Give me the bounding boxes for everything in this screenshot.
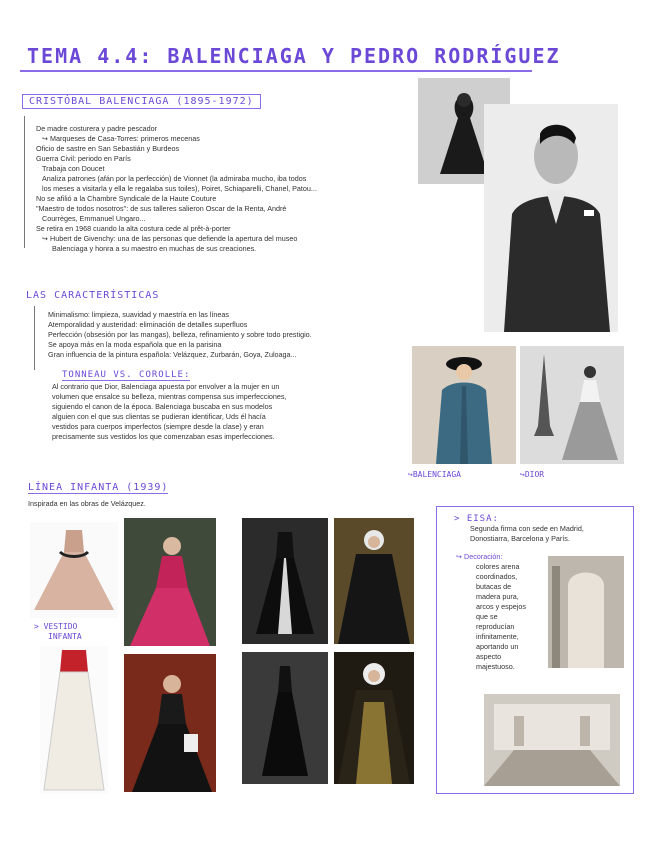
balenciaga-heading: CRISTÓBAL BALENCIAGA (1895-1972): [22, 94, 261, 109]
list-item: Atemporalidad y austeridad: eliminación de detalles superfluos: [48, 320, 248, 329]
list-item: Analiza patrones (afán por la perfección) de Vionnet (la admiraba mucho, iba todos: [42, 174, 307, 183]
bullet-tree-line: [34, 306, 35, 370]
text-line: Al contrario que Dior, Balenciaga apuesta por envolver a la mujer en un: [52, 382, 280, 391]
list-item: "Maestro de todos nosotros": de sus talleres salieron Oscar de la Renta, André: [36, 204, 287, 213]
text-line: reproducían: [476, 622, 515, 631]
white-red-dress-photo: [40, 646, 108, 794]
list-item: Minimalismo: limpieza, suavidad y maestría en las líneas: [48, 310, 229, 319]
list-item: De madre costurera y padre pescador: [36, 124, 158, 133]
text-line: colores arena: [476, 562, 520, 571]
tonneau-paragraph: [52, 382, 287, 442]
text-line: siguiendo el canon de la época. Balenciaga buscaba en sus modelos: [52, 402, 273, 411]
text-line: alguien con el que sus clientas se pudieran identificar, Uds él hacía: [52, 412, 266, 421]
text-line: arcos y espejos: [476, 602, 526, 611]
tonneau-heading: TONNEAU VS. COROLLE:: [62, 370, 191, 380]
text-line: aportando un: [476, 642, 519, 651]
list-item: Se retira en 1968 cuando la alta costura cede al prêt-à-porter: [36, 224, 231, 233]
black-dress-photo-2: [242, 652, 328, 784]
text-line: ↪ Decoración:: [456, 552, 503, 561]
text-line: coordinados,: [476, 572, 518, 581]
list-item: ↪ Marqueses de Casa-Torres: primeros mecenas: [42, 134, 200, 143]
balenciaga-caption: ↪BALENCIAGA: [408, 470, 461, 479]
list-item: Guerra Civil: periodo en París: [36, 154, 131, 163]
text-line: butacas de: [476, 582, 512, 591]
text-line: que se: [476, 612, 498, 621]
text-line: majestuoso.: [476, 662, 515, 671]
list-item: Trabaja con Doucet: [42, 164, 105, 173]
list-item: Courrèges, Emmanuel Ungaro...: [42, 214, 146, 223]
black-dress-painting-1: [334, 518, 414, 644]
list-item: ↪ Hubert de Givenchy: una de las personas que defiende la apertura del museo: [42, 234, 298, 243]
text-line: Donostiarra, Barcelona y París.: [470, 534, 570, 543]
text-line: Segunda firma con sede en Madrid,: [470, 524, 584, 533]
title-underline: [20, 70, 532, 72]
caracteristicas-list: [48, 310, 312, 360]
infanta-painting-black: [124, 654, 216, 792]
text-line: madera pura,: [476, 592, 519, 601]
page-title: TEMA 4.4: BALENCIAGA Y PEDRO RODRÍGUEZ: [27, 44, 561, 68]
list-item: No se afilió a la Chambre Syndicale de la Haute Couture: [36, 194, 217, 203]
balenciaga-portrait-photo: [484, 104, 618, 332]
infanta-painting-pink: [124, 518, 216, 646]
vestido-label: > VESTIDO: [34, 622, 78, 631]
black-dress-painting-2: [334, 652, 414, 784]
infanta-dress-photo: [30, 522, 118, 618]
list-item: Perfección (obsesión por las mangas), belleza, refinamiento y sobre todo prestigio.: [48, 330, 312, 339]
dior-caption: ↪DIOR: [520, 470, 545, 479]
text-line: infinitamente,: [476, 632, 519, 641]
eisa-heading: > EISA:: [454, 514, 499, 524]
caracteristicas-heading: LAS CARACTERÍSTICAS: [26, 290, 160, 301]
dior-dress-photo: [520, 346, 624, 464]
text-line: aspecto: [476, 652, 502, 661]
text-line: precisamente sus vestidos los que comenzaban esas imperfecciones.: [52, 432, 275, 441]
infanta-subtitle: Inspirada en las obras de Velázquez.: [28, 499, 146, 508]
text-line: vestidos para cuerpos imperfectos (siempre desde la clase) y eran: [52, 422, 264, 431]
list-item: Gran influencia de la pintura española: Velázquez, Zurbarán, Goya, Zuloaga...: [48, 350, 297, 359]
eisa-decoracion: [456, 552, 526, 672]
list-item: los meses a visitarla y ella le regalaba sus toiles), Poiret, Schiaparelli, Chanel, Patou...: [42, 184, 317, 193]
eisa-interior-arch-photo: [548, 556, 624, 668]
vestido-label-2: INFANTA: [48, 632, 82, 641]
eisa-interior-room-photo: [484, 694, 620, 786]
infanta-heading: LÍNEA INFANTA (1939): [28, 482, 169, 493]
black-dress-photo-1: [242, 518, 328, 644]
balenciaga-coat-photo: [412, 346, 516, 464]
list-item: Se apoya más en la moda española que en la parisina: [48, 340, 222, 349]
text-line: volumen que ensalce su belleza, mientras compensa sus imperfecciones,: [52, 392, 287, 401]
eisa-text: [470, 524, 584, 544]
list-item: Oficio de sastre en San Sebastián y Burdeos: [36, 144, 180, 153]
balenciaga-bio-list: [36, 124, 317, 254]
list-item: Balenciaga y honra a su maestro en muchas de sus creaciones.: [52, 244, 257, 253]
bullet-tree-line: [24, 116, 25, 248]
